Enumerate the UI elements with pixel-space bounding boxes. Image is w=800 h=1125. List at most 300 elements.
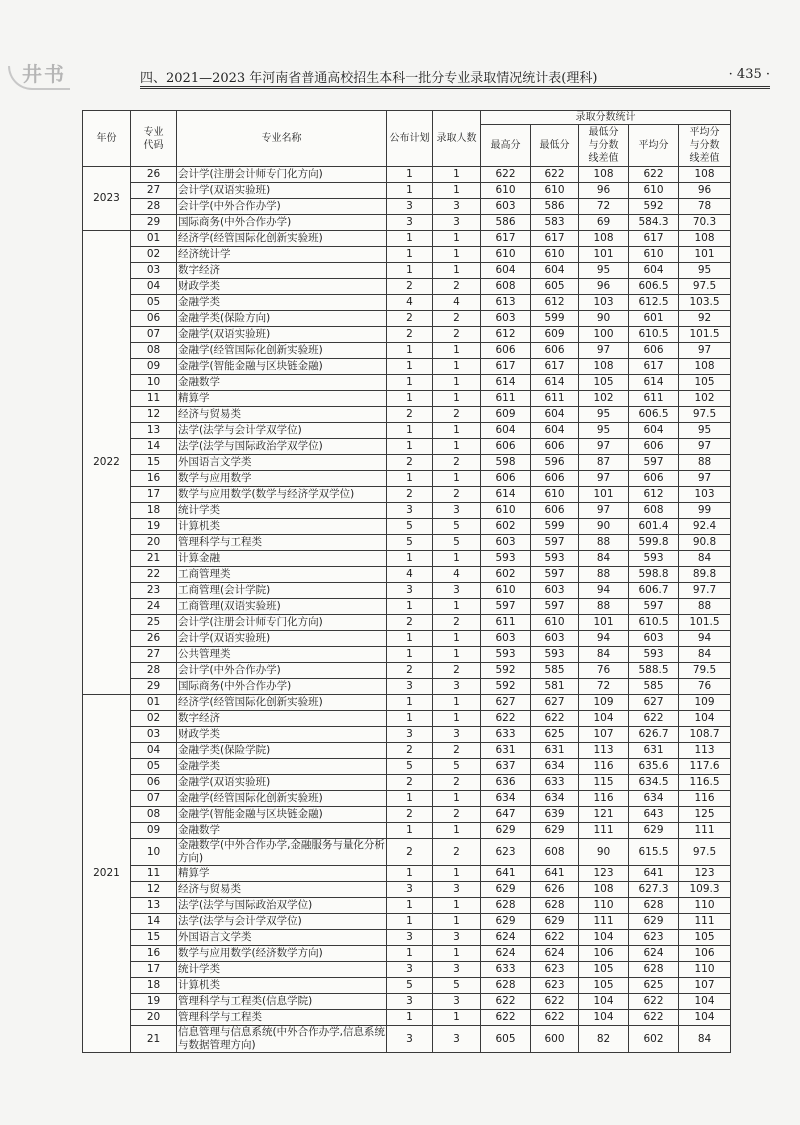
avg-score-gap-cell: 89.8 xyxy=(679,567,731,583)
max-score-cell: 603 xyxy=(481,311,531,327)
min-score-cell: 622 xyxy=(531,1010,579,1026)
min-score-cell: 631 xyxy=(531,743,579,759)
max-score-cell: 611 xyxy=(481,391,531,407)
table-row xyxy=(83,962,731,978)
avg-score-cell: 601.4 xyxy=(629,519,679,535)
table-row xyxy=(83,1026,731,1053)
avg-score-cell: 610.5 xyxy=(629,327,679,343)
table-row xyxy=(83,487,731,503)
avg-score-cell: 615.5 xyxy=(629,839,679,866)
plan-count-cell: 4 xyxy=(387,295,433,311)
major-name-cell: 法学(法学与会计学双学位) xyxy=(177,914,387,930)
max-score-cell: 608 xyxy=(481,279,531,295)
avg-score-cell: 604 xyxy=(629,263,679,279)
avg-score-cell: 625 xyxy=(629,978,679,994)
avg-score-gap-cell: 108.7 xyxy=(679,727,731,743)
min-score-cell: 634 xyxy=(531,759,579,775)
major-name-cell: 金融学(智能金融与区块链金融) xyxy=(177,807,387,823)
max-score-cell: 604 xyxy=(481,423,531,439)
min-score-gap-cell: 111 xyxy=(579,914,629,930)
min-score-gap-cell: 87 xyxy=(579,455,629,471)
admitted-count-cell: 2 xyxy=(433,775,481,791)
min-score-cell: 622 xyxy=(531,994,579,1010)
major-name-cell: 数学与应用数学 xyxy=(177,471,387,487)
min-score-cell: 611 xyxy=(531,391,579,407)
admitted-count-cell: 1 xyxy=(433,791,481,807)
avg-score-cell: 622 xyxy=(629,994,679,1010)
avg-score-gap-cell: 105 xyxy=(679,375,731,391)
min-score-cell: 600 xyxy=(531,1026,579,1053)
major-name-cell: 会计学(注册会计师专门化方向) xyxy=(177,167,387,183)
avg-score-cell: 643 xyxy=(629,807,679,823)
avg-score-gap-cell: 84 xyxy=(679,1026,731,1053)
major-code-cell: 21 xyxy=(131,551,177,567)
avg-score-gap-cell: 92.4 xyxy=(679,519,731,535)
admission-statistics-table xyxy=(82,110,731,1053)
min-score-cell: 606 xyxy=(531,503,579,519)
plan-count-cell: 3 xyxy=(387,1026,433,1053)
avg-score-gap-cell: 123 xyxy=(679,866,731,882)
major-name-cell: 外国语言文学类 xyxy=(177,455,387,471)
plan-count-cell: 2 xyxy=(387,487,433,503)
admitted-count-cell: 2 xyxy=(433,311,481,327)
admitted-count-cell: 1 xyxy=(433,946,481,962)
major-name-cell: 金融学类 xyxy=(177,295,387,311)
max-score-cell: 602 xyxy=(481,567,531,583)
header-plan: 公布计划 xyxy=(387,111,433,167)
admitted-count-cell: 1 xyxy=(433,711,481,727)
avg-score-gap-cell: 101.5 xyxy=(679,327,731,343)
table-row xyxy=(83,567,731,583)
major-name-cell: 国际商务(中外合作办学) xyxy=(177,215,387,231)
avg-score-gap-cell: 97.5 xyxy=(679,279,731,295)
plan-count-cell: 1 xyxy=(387,263,433,279)
admitted-count-cell: 4 xyxy=(433,295,481,311)
major-name-cell: 公共管理类 xyxy=(177,647,387,663)
avg-score-gap-cell: 108 xyxy=(679,231,731,247)
plan-count-cell: 2 xyxy=(387,615,433,631)
max-score-cell: 617 xyxy=(481,359,531,375)
table-row xyxy=(83,183,731,199)
major-code-cell: 08 xyxy=(131,343,177,359)
min-score-gap-cell: 101 xyxy=(579,487,629,503)
admitted-count-cell: 5 xyxy=(433,535,481,551)
min-score-gap-cell: 94 xyxy=(579,583,629,599)
avg-score-cell: 597 xyxy=(629,455,679,471)
major-code-cell: 08 xyxy=(131,807,177,823)
avg-score-cell: 612.5 xyxy=(629,295,679,311)
major-name-cell: 精算学 xyxy=(177,391,387,407)
min-score-gap-cell: 90 xyxy=(579,519,629,535)
max-score-cell: 622 xyxy=(481,1010,531,1026)
avg-score-gap-cell: 97.5 xyxy=(679,407,731,423)
min-score-gap-cell: 104 xyxy=(579,711,629,727)
min-score-cell: 604 xyxy=(531,263,579,279)
header-major-code xyxy=(131,111,177,167)
min-score-cell: 608 xyxy=(531,839,579,866)
major-code-cell: 28 xyxy=(131,199,177,215)
major-code-cell: 06 xyxy=(131,311,177,327)
admitted-count-cell: 1 xyxy=(433,247,481,263)
avg-score-gap-cell: 111 xyxy=(679,914,731,930)
page-header xyxy=(140,64,770,89)
max-score-cell: 610 xyxy=(481,247,531,263)
admitted-count-cell: 2 xyxy=(433,743,481,759)
admitted-count-cell: 3 xyxy=(433,199,481,215)
min-score-cell: 583 xyxy=(531,215,579,231)
avg-score-gap-cell: 116 xyxy=(679,791,731,807)
min-score-gap-cell: 95 xyxy=(579,407,629,423)
admitted-count-cell: 3 xyxy=(433,962,481,978)
table-row xyxy=(83,898,731,914)
major-name-cell: 管理科学与工程类 xyxy=(177,535,387,551)
header-admitted: 录取人数 xyxy=(433,111,481,167)
plan-count-cell: 1 xyxy=(387,391,433,407)
min-score-gap-cell: 90 xyxy=(579,311,629,327)
avg-score-cell: 604 xyxy=(629,423,679,439)
min-score-gap-cell: 96 xyxy=(579,183,629,199)
min-score-cell: 610 xyxy=(531,183,579,199)
table-row xyxy=(83,295,731,311)
max-score-cell: 603 xyxy=(481,631,531,647)
avg-score-gap-cell: 101.5 xyxy=(679,615,731,631)
min-score-cell: 628 xyxy=(531,898,579,914)
plan-count-cell: 1 xyxy=(387,599,433,615)
min-score-gap-cell: 107 xyxy=(579,727,629,743)
avg-score-cell: 610 xyxy=(629,183,679,199)
max-score-cell: 611 xyxy=(481,615,531,631)
major-code-cell: 02 xyxy=(131,711,177,727)
avg-score-cell: 622 xyxy=(629,711,679,727)
table-row xyxy=(83,423,731,439)
major-name-cell: 数学与应用数学(经济数学方向) xyxy=(177,946,387,962)
plan-count-cell: 3 xyxy=(387,727,433,743)
table-row xyxy=(83,599,731,615)
major-code-cell: 13 xyxy=(131,423,177,439)
avg-score-cell: 606.5 xyxy=(629,279,679,295)
major-code-cell: 02 xyxy=(131,247,177,263)
major-code-cell: 06 xyxy=(131,775,177,791)
avg-score-gap-cell: 105 xyxy=(679,930,731,946)
avg-score-cell: 622 xyxy=(629,167,679,183)
min-score-gap-cell: 110 xyxy=(579,898,629,914)
avg-score-cell: 627.3 xyxy=(629,882,679,898)
header-year: 年份 xyxy=(83,111,131,167)
major-code-cell: 10 xyxy=(131,375,177,391)
table-row xyxy=(83,823,731,839)
plan-count-cell: 2 xyxy=(387,455,433,471)
min-score-cell: 597 xyxy=(531,567,579,583)
avg-score-gap-cell: 104 xyxy=(679,994,731,1010)
table-row xyxy=(83,263,731,279)
admitted-count-cell: 3 xyxy=(433,994,481,1010)
min-score-cell: 624 xyxy=(531,946,579,962)
avg-score-cell: 614 xyxy=(629,375,679,391)
major-code-cell: 04 xyxy=(131,743,177,759)
max-score-cell: 628 xyxy=(481,978,531,994)
max-score-cell: 614 xyxy=(481,487,531,503)
min-score-gap-cell: 123 xyxy=(579,866,629,882)
min-score-gap-cell: 82 xyxy=(579,1026,629,1053)
major-code-cell: 03 xyxy=(131,263,177,279)
min-score-gap-cell: 108 xyxy=(579,359,629,375)
avg-score-cell: 584.3 xyxy=(629,215,679,231)
table-row xyxy=(83,359,731,375)
max-score-cell: 604 xyxy=(481,263,531,279)
max-score-cell: 610 xyxy=(481,583,531,599)
admitted-count-cell: 3 xyxy=(433,1026,481,1053)
avg-score-gap-cell: 107 xyxy=(679,978,731,994)
table-row xyxy=(83,914,731,930)
admitted-count-cell: 1 xyxy=(433,823,481,839)
plan-count-cell: 1 xyxy=(387,183,433,199)
max-score-cell: 606 xyxy=(481,471,531,487)
min-score-cell: 622 xyxy=(531,167,579,183)
major-name-cell: 工商管理类 xyxy=(177,567,387,583)
major-code-cell: 03 xyxy=(131,727,177,743)
min-score-cell: 603 xyxy=(531,583,579,599)
max-score-cell: 629 xyxy=(481,882,531,898)
max-score-cell: 610 xyxy=(481,503,531,519)
min-score-gap-cell: 101 xyxy=(579,247,629,263)
table-row xyxy=(83,247,731,263)
avg-score-cell: 628 xyxy=(629,962,679,978)
major-name-cell: 法学(法学与国际政治双学位) xyxy=(177,898,387,914)
avg-score-cell: 617 xyxy=(629,359,679,375)
major-code-cell: 15 xyxy=(131,455,177,471)
plan-count-cell: 3 xyxy=(387,503,433,519)
min-score-cell: 622 xyxy=(531,930,579,946)
table-row xyxy=(83,615,731,631)
major-name-cell: 工商管理(双语实验班) xyxy=(177,599,387,615)
min-score-cell: 610 xyxy=(531,247,579,263)
major-name-cell: 金融学(智能金融与区块链金融) xyxy=(177,359,387,375)
major-name-cell: 金融学(经管国际化创新实验班) xyxy=(177,343,387,359)
avg-score-gap-cell: 111 xyxy=(679,823,731,839)
max-score-cell: 631 xyxy=(481,743,531,759)
table-row xyxy=(83,535,731,551)
major-name-cell: 数字经济 xyxy=(177,263,387,279)
major-name-cell: 计算金融 xyxy=(177,551,387,567)
max-score-cell: 597 xyxy=(481,599,531,615)
major-code-cell: 25 xyxy=(131,615,177,631)
header-min-gap xyxy=(579,125,629,167)
plan-count-cell: 1 xyxy=(387,1010,433,1026)
admitted-count-cell: 1 xyxy=(433,343,481,359)
admitted-count-cell: 1 xyxy=(433,898,481,914)
major-code-cell: 01 xyxy=(131,231,177,247)
avg-score-cell: 593 xyxy=(629,551,679,567)
max-score-cell: 613 xyxy=(481,295,531,311)
table-row xyxy=(83,994,731,1010)
min-score-gap-cell: 108 xyxy=(579,882,629,898)
avg-score-gap-cell: 90.8 xyxy=(679,535,731,551)
admitted-count-cell: 2 xyxy=(433,615,481,631)
avg-score-gap-cell: 102 xyxy=(679,391,731,407)
header-min-gap-label: 最低分与分数线差值 xyxy=(588,127,619,164)
admitted-count-cell: 1 xyxy=(433,167,481,183)
min-score-gap-cell: 88 xyxy=(579,535,629,551)
max-score-cell: 609 xyxy=(481,407,531,423)
avg-score-gap-cell: 70.3 xyxy=(679,215,731,231)
max-score-cell: 647 xyxy=(481,807,531,823)
table-row xyxy=(83,279,731,295)
max-score-cell: 634 xyxy=(481,791,531,807)
admitted-count-cell: 1 xyxy=(433,439,481,455)
plan-count-cell: 1 xyxy=(387,439,433,455)
max-score-cell: 641 xyxy=(481,866,531,882)
admitted-count-cell: 5 xyxy=(433,519,481,535)
major-name-cell: 国际商务(中外合作办学) xyxy=(177,679,387,695)
table-row xyxy=(83,882,731,898)
min-score-cell: 614 xyxy=(531,375,579,391)
min-score-gap-cell: 102 xyxy=(579,391,629,407)
max-score-cell: 622 xyxy=(481,167,531,183)
max-score-cell: 593 xyxy=(481,647,531,663)
plan-count-cell: 2 xyxy=(387,663,433,679)
min-score-gap-cell: 121 xyxy=(579,807,629,823)
max-score-cell: 622 xyxy=(481,994,531,1010)
plan-count-cell: 1 xyxy=(387,375,433,391)
major-name-cell: 金融学(双语实验班) xyxy=(177,327,387,343)
min-score-gap-cell: 101 xyxy=(579,615,629,631)
major-name-cell: 法学(法学与会计学双学位) xyxy=(177,423,387,439)
avg-score-cell: 606 xyxy=(629,343,679,359)
plan-count-cell: 1 xyxy=(387,167,433,183)
admitted-count-cell: 1 xyxy=(433,695,481,711)
major-name-cell: 会计学(中外合作办学) xyxy=(177,663,387,679)
major-code-cell: 26 xyxy=(131,167,177,183)
plan-count-cell: 3 xyxy=(387,199,433,215)
min-score-cell: 609 xyxy=(531,327,579,343)
table-row xyxy=(83,375,731,391)
admitted-count-cell: 1 xyxy=(433,1010,481,1026)
major-name-cell: 金融学类(保险学院) xyxy=(177,743,387,759)
min-score-gap-cell: 116 xyxy=(579,759,629,775)
plan-count-cell: 3 xyxy=(387,679,433,695)
admitted-count-cell: 2 xyxy=(433,327,481,343)
admitted-count-cell: 5 xyxy=(433,978,481,994)
plan-count-cell: 5 xyxy=(387,759,433,775)
major-name-cell: 金融数学 xyxy=(177,823,387,839)
avg-score-gap-cell: 78 xyxy=(679,199,731,215)
min-score-gap-cell: 69 xyxy=(579,215,629,231)
table-row xyxy=(83,711,731,727)
admitted-count-cell: 3 xyxy=(433,215,481,231)
max-score-cell: 593 xyxy=(481,551,531,567)
avg-score-gap-cell: 84 xyxy=(679,647,731,663)
header-major-name: 专业名称 xyxy=(177,111,387,167)
plan-count-cell: 3 xyxy=(387,882,433,898)
min-score-cell: 629 xyxy=(531,914,579,930)
year-cell: 2022 xyxy=(83,231,131,695)
major-code-cell: 10 xyxy=(131,839,177,866)
plan-count-cell: 1 xyxy=(387,551,433,567)
min-score-cell: 617 xyxy=(531,359,579,375)
avg-score-cell: 641 xyxy=(629,866,679,882)
major-name-cell: 经济统计学 xyxy=(177,247,387,263)
avg-score-cell: 606 xyxy=(629,471,679,487)
plan-count-cell: 2 xyxy=(387,327,433,343)
major-name-cell: 会计学(注册会计师专门化方向) xyxy=(177,615,387,631)
plan-count-cell: 2 xyxy=(387,775,433,791)
table-row xyxy=(83,791,731,807)
major-name-cell: 财政学类 xyxy=(177,279,387,295)
table-row xyxy=(83,727,731,743)
min-score-gap-cell: 90 xyxy=(579,839,629,866)
min-score-cell: 604 xyxy=(531,407,579,423)
table-row xyxy=(83,215,731,231)
avg-score-gap-cell: 116.5 xyxy=(679,775,731,791)
admitted-count-cell: 1 xyxy=(433,423,481,439)
max-score-cell: 617 xyxy=(481,231,531,247)
plan-count-cell: 1 xyxy=(387,359,433,375)
max-score-cell: 598 xyxy=(481,455,531,471)
max-score-cell: 606 xyxy=(481,439,531,455)
max-score-cell: 610 xyxy=(481,183,531,199)
min-score-gap-cell: 95 xyxy=(579,263,629,279)
avg-score-gap-cell: 104 xyxy=(679,711,731,727)
min-score-cell: 633 xyxy=(531,775,579,791)
plan-count-cell: 1 xyxy=(387,711,433,727)
avg-score-cell: 585 xyxy=(629,679,679,695)
major-name-cell: 金融学类(保险方向) xyxy=(177,311,387,327)
max-score-cell: 586 xyxy=(481,215,531,231)
major-name-cell: 经济与贸易类 xyxy=(177,882,387,898)
admitted-count-cell: 1 xyxy=(433,359,481,375)
major-name-cell: 数学与应用数学(数学与经济学双学位) xyxy=(177,487,387,503)
major-code-cell: 26 xyxy=(131,631,177,647)
plan-count-cell: 1 xyxy=(387,631,433,647)
table-row xyxy=(83,583,731,599)
table-row xyxy=(83,311,731,327)
avg-score-cell: 603 xyxy=(629,631,679,647)
major-name-cell: 金融数学(中外合作办学,金融服务与量化分析方向) xyxy=(178,839,385,864)
avg-score-cell: 631 xyxy=(629,743,679,759)
avg-score-cell: 606 xyxy=(629,439,679,455)
avg-score-cell: 634 xyxy=(629,791,679,807)
major-code-cell: 29 xyxy=(131,215,177,231)
max-score-cell: 603 xyxy=(481,535,531,551)
major-name-cell: 计算机类 xyxy=(177,978,387,994)
major-name-cell: 工商管理(会计学院) xyxy=(177,583,387,599)
avg-score-cell: 608 xyxy=(629,503,679,519)
min-score-cell: 593 xyxy=(531,551,579,567)
major-name-cell: 统计学类 xyxy=(177,503,387,519)
avg-score-gap-cell: 84 xyxy=(679,551,731,567)
min-score-gap-cell: 97 xyxy=(579,503,629,519)
max-score-cell: 602 xyxy=(481,519,531,535)
min-score-gap-cell: 88 xyxy=(579,599,629,615)
major-code-cell: 12 xyxy=(131,407,177,423)
major-name-cell: 管理科学与工程类(信息学院) xyxy=(177,994,387,1010)
admitted-count-cell: 3 xyxy=(433,727,481,743)
table-row xyxy=(83,807,731,823)
table-row xyxy=(83,631,731,647)
admitted-count-cell: 1 xyxy=(433,647,481,663)
min-score-cell: 634 xyxy=(531,791,579,807)
major-code-cell: 07 xyxy=(131,327,177,343)
admitted-count-cell: 2 xyxy=(433,839,481,866)
plan-count-cell: 5 xyxy=(387,978,433,994)
avg-score-cell: 612 xyxy=(629,487,679,503)
min-score-gap-cell: 103 xyxy=(579,295,629,311)
avg-score-cell: 599.8 xyxy=(629,535,679,551)
major-name-cell: 管理科学与工程类 xyxy=(177,1010,387,1026)
major-name-cell: 经济与贸易类 xyxy=(177,407,387,423)
major-code-cell: 14 xyxy=(131,914,177,930)
plan-count-cell: 1 xyxy=(387,898,433,914)
